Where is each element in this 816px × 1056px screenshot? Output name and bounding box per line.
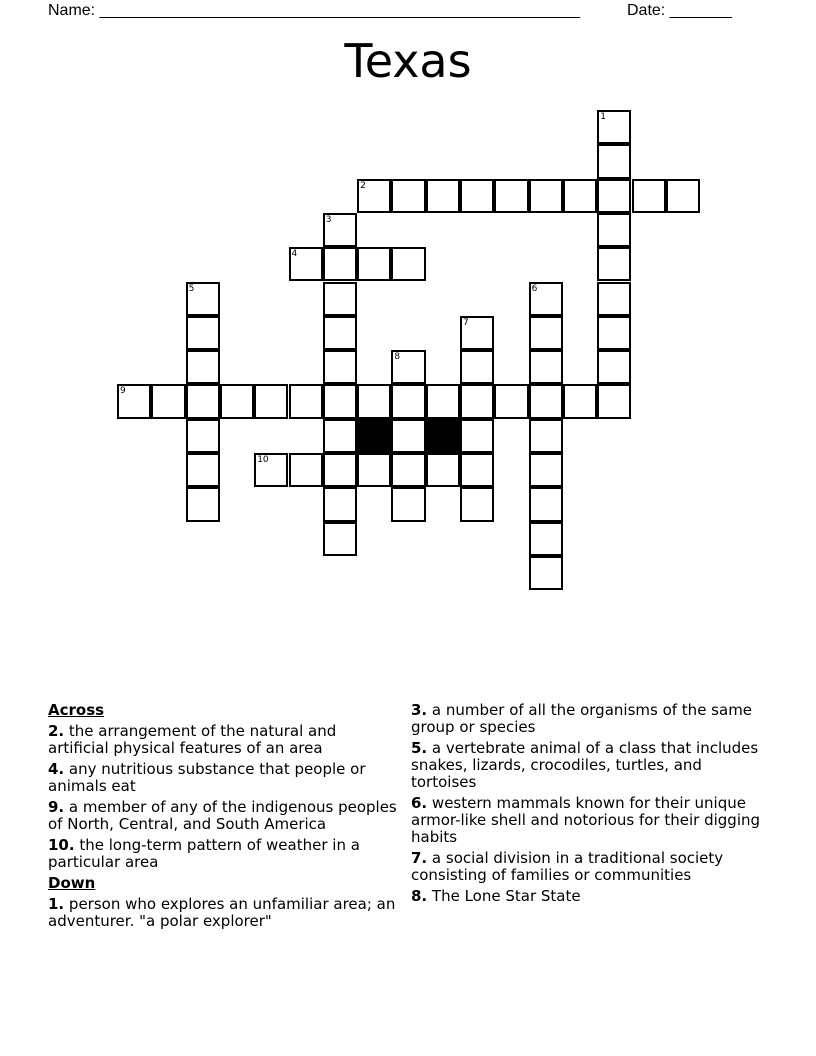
grid-cell[interactable]: [186, 282, 220, 316]
cell-number: 4: [291, 249, 298, 260]
grid-cell[interactable]: [391, 419, 425, 453]
cell-number: 3: [325, 214, 332, 225]
grid-cell[interactable]: [289, 453, 323, 487]
grid-cell[interactable]: [323, 350, 357, 384]
grid-cell[interactable]: [220, 384, 254, 418]
grid-cell[interactable]: [597, 384, 631, 418]
black-cell: [357, 419, 391, 453]
cell-number: 8: [394, 352, 401, 363]
grid-cell[interactable]: [460, 419, 494, 453]
clue-number: 2.: [48, 722, 65, 740]
clue-text: person who explores an unfamiliar area; an adventurer. "a polar explorer": [48, 895, 396, 930]
date-field[interactable]: Date: _______: [627, 2, 732, 19]
black-cell: [426, 419, 460, 453]
clue-text: western mammals known for their unique armor-like shell and notorious for their digging habits: [411, 794, 761, 846]
cell-number: 6: [531, 283, 538, 294]
grid-cell[interactable]: [323, 247, 357, 281]
clue-number: 8.: [411, 887, 428, 905]
grid-cell[interactable]: [357, 453, 391, 487]
grid-cell[interactable]: [186, 453, 220, 487]
grid-cell[interactable]: [460, 487, 494, 521]
down-clue: [411, 740, 761, 791]
grid-cell[interactable]: [323, 453, 357, 487]
grid-cell[interactable]: [426, 453, 460, 487]
down-clue: [411, 702, 761, 736]
grid-cell[interactable]: [426, 179, 460, 213]
across-heading: Across: [48, 701, 105, 719]
grid-cell[interactable]: [597, 316, 631, 350]
grid-cell[interactable]: [357, 179, 391, 213]
grid-cell[interactable]: [529, 487, 563, 521]
grid-cell[interactable]: [323, 316, 357, 350]
clue-number: 4.: [48, 760, 65, 778]
grid-cell[interactable]: [494, 179, 528, 213]
clue-number: 6.: [411, 794, 428, 812]
grid-cell[interactable]: [529, 179, 563, 213]
grid-cell[interactable]: [186, 350, 220, 384]
clue-text: a member of any of the indigenous peoples of North, Central, and South America: [48, 798, 397, 833]
cell-number: 7: [463, 317, 469, 328]
cell-number: 2: [360, 180, 366, 191]
grid-cell[interactable]: [529, 419, 563, 453]
grid-cell[interactable]: [151, 384, 185, 418]
down-heading: Down: [48, 874, 96, 892]
cell-number: 1: [600, 112, 606, 122]
grid-cell[interactable]: [563, 179, 597, 213]
grid-cell[interactable]: [529, 282, 563, 316]
grid-cell[interactable]: [186, 487, 220, 521]
across-clue: [48, 837, 398, 871]
clue-text: a social division in a traditional society consisting of families or communities: [411, 849, 724, 884]
grid-cell[interactable]: [597, 282, 631, 316]
clue-text: the long-term pattern of weather in a particular area: [48, 836, 360, 871]
grid-cell[interactable]: [597, 247, 631, 281]
grid-cell[interactable]: [357, 384, 391, 418]
grid-cell[interactable]: [529, 316, 563, 350]
page-title: Texas: [344, 34, 472, 88]
down-clue: [411, 850, 761, 884]
grid-cell[interactable]: [632, 179, 666, 213]
grid-cell[interactable]: [460, 316, 494, 350]
clue-number: 9.: [48, 798, 65, 816]
clue-number: 5.: [411, 739, 428, 757]
grid-cell[interactable]: [186, 384, 220, 418]
grid-cell[interactable]: [391, 179, 425, 213]
grid-cell[interactable]: [563, 384, 597, 418]
grid-cell[interactable]: [460, 350, 494, 384]
clue-number: 3.: [411, 701, 428, 719]
grid-cell[interactable]: [391, 247, 425, 281]
grid-cell[interactable]: [529, 556, 563, 590]
across-clue: [48, 799, 398, 833]
grid-cell[interactable]: [597, 213, 631, 247]
clue-number: 1.: [48, 895, 65, 913]
name-field[interactable]: Name: ______________________________________________________: [48, 2, 581, 19]
clue-text: a vertebrate animal of a class that includes snakes, lizards, crocodiles, turtles, and tortoises: [411, 739, 759, 791]
grid-cell[interactable]: [426, 384, 460, 418]
grid-cell[interactable]: [529, 453, 563, 487]
clue-text: any nutritious substance that people or animals eat: [48, 760, 366, 795]
clue-number: 7.: [411, 849, 428, 867]
clue-text: The Lone Star State: [431, 887, 581, 905]
grid-cell[interactable]: [391, 453, 425, 487]
grid-cell[interactable]: [460, 179, 494, 213]
grid-cell[interactable]: [323, 522, 357, 556]
grid-cell[interactable]: [529, 350, 563, 384]
clues-right-column: [411, 702, 761, 909]
grid-cell[interactable]: [254, 453, 288, 487]
grid-cell[interactable]: [323, 419, 357, 453]
grid-cell[interactable]: [186, 316, 220, 350]
grid-cell[interactable]: [494, 384, 528, 418]
grid-cell[interactable]: [597, 144, 631, 178]
grid-cell[interactable]: [460, 384, 494, 418]
cell-number: 5: [188, 283, 195, 294]
grid-cell[interactable]: [391, 487, 425, 521]
grid-cell[interactable]: [323, 282, 357, 316]
grid-cell[interactable]: [529, 522, 563, 556]
clues-left-column: [48, 702, 398, 934]
grid-cell[interactable]: [323, 213, 357, 247]
grid-cell[interactable]: [289, 384, 323, 418]
across-clue: [48, 761, 398, 795]
grid-cell[interactable]: [117, 384, 151, 418]
down-clue: [48, 896, 398, 930]
clue-text: the arrangement of the natural and artificial physical features of an area: [48, 722, 337, 757]
down-clue: [411, 888, 761, 905]
grid-cell[interactable]: [391, 350, 425, 384]
grid-cell[interactable]: [529, 384, 563, 418]
cell-number: 9: [120, 386, 126, 397]
grid-cell[interactable]: [597, 350, 631, 384]
grid-cell[interactable]: [323, 487, 357, 521]
grid-cell[interactable]: [666, 179, 700, 213]
grid-cell[interactable]: [597, 110, 631, 144]
grid-cell[interactable]: [460, 453, 494, 487]
across-clue: [48, 723, 398, 757]
grid-cell[interactable]: [597, 179, 631, 213]
clue-number: 10.: [48, 836, 75, 854]
down-clue: [411, 795, 761, 846]
grid-cell[interactable]: [254, 384, 288, 418]
cell-number: 10: [257, 455, 269, 465]
clue-text: a number of all the organisms of the same group or species: [411, 701, 753, 736]
grid-cell[interactable]: [357, 247, 391, 281]
grid-cell[interactable]: [186, 419, 220, 453]
grid-cell[interactable]: [323, 384, 357, 418]
grid-cell[interactable]: [391, 384, 425, 418]
grid-cell[interactable]: [289, 247, 323, 281]
